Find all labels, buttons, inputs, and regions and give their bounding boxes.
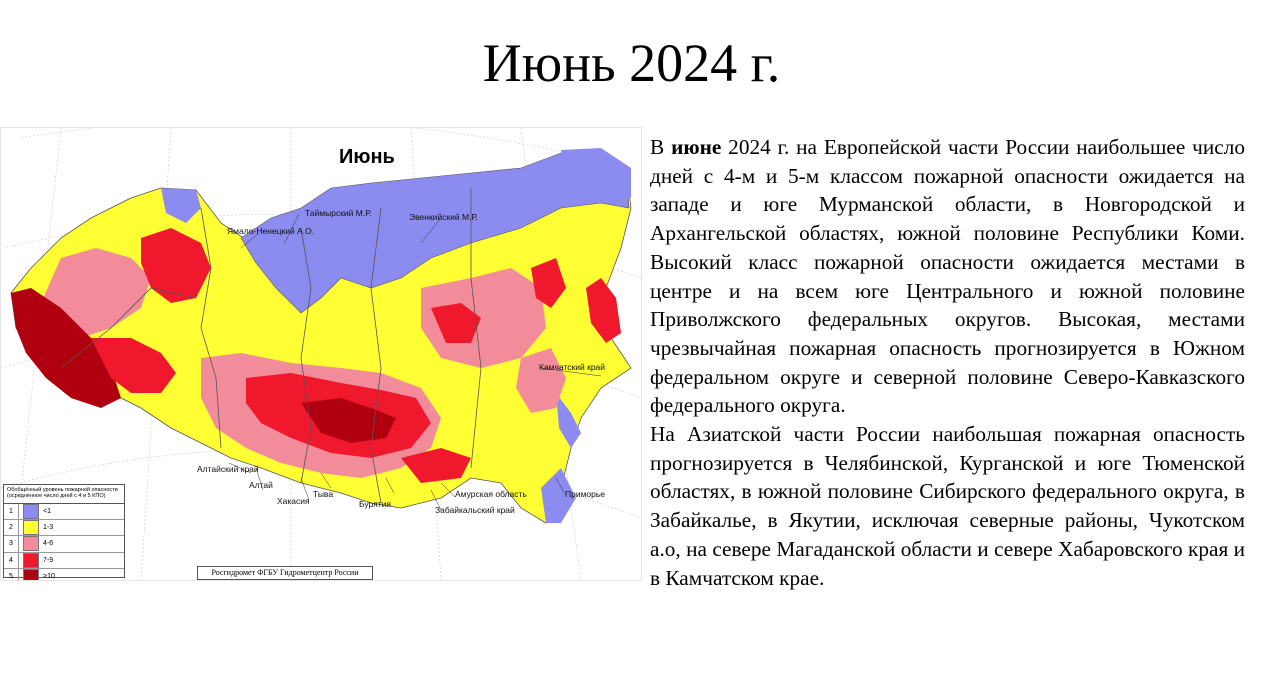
label-taimyr: Таймырский М.Р. — [305, 208, 372, 218]
label-evenki: Эвенкийский М.Р. — [409, 212, 478, 222]
label-amur: Амурская область — [455, 489, 527, 499]
legend-label: <1 — [43, 508, 51, 516]
legend-num: 3 — [4, 536, 19, 551]
label-altai: Алтай — [249, 480, 273, 490]
legend-row — [4, 553, 124, 569]
legend-header: Обобщённый уровень пожарной опасности (осреднённое число дней с 4 и 5 КПО) — [4, 485, 124, 504]
fire-danger-map — [0, 127, 642, 581]
paragraph-european-body: 2024 г. на Европейской части России наибольшее число дней с 4-м и 5-м классом пожарной опасности ожидается на западе и юге Мурманской области, в Новгородской и Архангельской областях, южной половине Республики Коми. Высокий класс пожарной опасности ожидается местами в центре и на всем юге Центрального и южной половине Приволжского федеральных округов. Высокая, местами чрезвычайная пожарная опасность прогнозируется в Южном федеральном округе и северной половине Северо-Кавказского федерального округа. — [650, 135, 1246, 418]
legend-num: 1 — [4, 504, 19, 519]
label-tyva: Тыва — [313, 489, 334, 499]
legend-swatch — [23, 536, 39, 551]
legend-row — [4, 569, 124, 581]
legend-row — [4, 520, 124, 536]
legend-row — [4, 536, 124, 552]
label-primorye: Приморье — [565, 489, 606, 499]
paragraph-european-start: В — [650, 135, 672, 159]
map-legend — [3, 484, 125, 578]
paragraph-european-month: июне — [671, 135, 722, 159]
paragraph-european — [650, 133, 1245, 420]
legend-swatch — [23, 520, 39, 535]
legend-label: 1-3 — [43, 524, 54, 532]
map-credit: Росгидромет ФГБУ Гидрометцентр России — [197, 566, 373, 580]
legend-label: >10 — [43, 572, 55, 580]
legend-num: 2 — [4, 520, 19, 535]
legend-label: 7-9 — [43, 556, 54, 564]
legend-num: 5 — [4, 569, 19, 581]
legend-row — [4, 504, 124, 520]
label-altai-krai: Алтайский край — [197, 464, 259, 474]
legend-num: 4 — [4, 553, 19, 568]
label-kamchatka: Камчатский край — [539, 362, 606, 372]
legend-swatch — [23, 569, 39, 581]
page-title: Июнь 2024 г. — [482, 33, 781, 93]
label-khakasia: Хакасия — [277, 496, 310, 506]
map-title: Июнь — [339, 146, 395, 168]
forecast-text — [650, 133, 1245, 592]
label-yamal: Ямало-Ненецкий А.О. — [227, 226, 315, 236]
paragraph-asian: На Азиатской части России наибольшая пожарная опасность прогнозируется в Челябинской, Курганской и юге Тюменской областях, в южной половине Сибирского федерального округа, в Забайкалье, в Якутии, исключая северные районы, Чукотском а.о, на севере Магаданской области и севере Хабаровского края и в Камчатском крае. — [650, 422, 1245, 590]
legend-label: 4-6 — [43, 540, 54, 548]
label-zabaikal: Забайкальский край — [435, 505, 515, 515]
legend-swatch — [23, 504, 39, 519]
legend-swatch — [23, 553, 39, 568]
label-buryatia: Бурятия — [359, 499, 392, 509]
